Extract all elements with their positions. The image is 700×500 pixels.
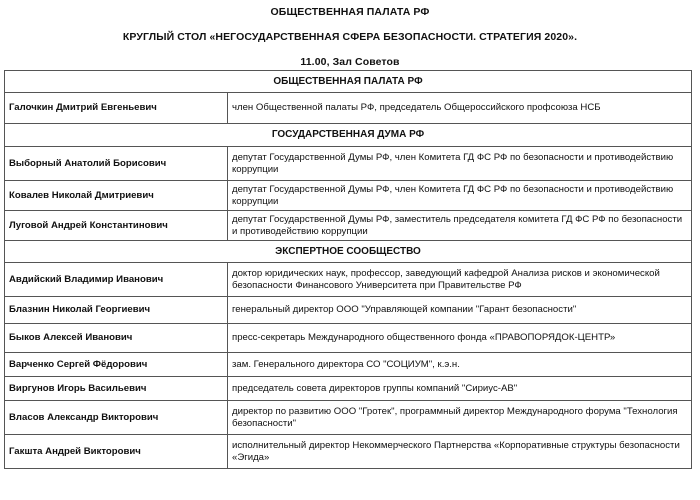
- table-row: [5, 324, 692, 353]
- section-header-row: [5, 71, 692, 93]
- participant-description: директор по развитию ООО "Гротек", программный директор Международного форума "Технология безопасности": [228, 401, 692, 435]
- section-header-row: [5, 124, 692, 147]
- participant-description: депутат Государственной Думы РФ, член Комитета ГД ФС РФ по безопасности и противодействию коррупции: [228, 181, 692, 211]
- participant-description: пресс-секретарь Международного общественного фонда «ПРАВОПОРЯДОК-ЦЕНТР»: [228, 324, 692, 353]
- participant-description: генеральный директор ООО "Управляющей компании "Гарант безопасности": [228, 297, 692, 324]
- participant-description: председатель совета директоров группы компаний "Сириус-АВ": [228, 377, 692, 401]
- participant-name: Власов Александр Викторович: [5, 401, 228, 435]
- participant-name: Быков Алексей Иванович: [5, 324, 228, 353]
- section-title: ГОСУДАРСТВЕННАЯ ДУМА РФ: [5, 124, 692, 147]
- table-row: [5, 211, 692, 241]
- participant-description: депутат Государственной Думы РФ, член Комитета ГД ФС РФ по безопасности и противодействию коррупции: [228, 147, 692, 181]
- event-title: КРУГЛЫЙ СТОЛ «НЕГОСУДАРСТВЕННАЯ СФЕРА БЕЗОПАСНОСТИ. СТРАТЕГИЯ 2020».: [122, 31, 578, 43]
- section-header-row: [5, 241, 692, 263]
- participant-name: Галочкин Дмитрий Евгеньевич: [5, 93, 228, 124]
- section-title: ОБЩЕСТВЕННАЯ ПАЛАТА РФ: [5, 71, 692, 93]
- table-row: [5, 93, 692, 124]
- participant-description: доктор юридических наук, профессор, заведующий кафедрой Анализа рисков и экономической безопасности Финансового Университета при Правительстве РФ: [228, 263, 692, 297]
- table-row: [5, 377, 692, 401]
- table-row: [5, 435, 692, 469]
- table-row: [5, 147, 692, 181]
- document-title: ОБЩЕСТВЕННАЯ ПАЛАТА РФ: [270, 6, 430, 18]
- participant-description: зам. Генерального директора СО "СОЦИУМ", к.э.н.: [228, 353, 692, 377]
- participant-name: Варченко Сергей Фёдорович: [5, 353, 228, 377]
- participant-name: Ковалев Николай Дмитриевич: [5, 181, 228, 211]
- participant-description: исполнительный директор Некоммерческого Партнерства «Корпоративные структуры безопасности «Эгида»: [228, 435, 692, 469]
- table-row: [5, 181, 692, 211]
- participant-name: Блазнин Николай Георгиевич: [5, 297, 228, 324]
- participant-description: член Общественной палаты РФ, председатель Общероссийского профсоюза НСБ: [228, 93, 692, 124]
- participant-name: Гакшта Андрей Викторович: [5, 435, 228, 469]
- table-row: [5, 353, 692, 377]
- table-row: [5, 297, 692, 324]
- table-row: [5, 263, 692, 297]
- participant-name: Авдийский Владимир Иванович: [5, 263, 228, 297]
- participant-name: Выборный Анатолий Борисович: [5, 147, 228, 181]
- participant-name: Виргунов Игорь Васильевич: [5, 377, 228, 401]
- participants-table: [4, 70, 692, 469]
- table-row: [5, 401, 692, 435]
- section-title: ЭКСПЕРТНОЕ СООБЩЕСТВО: [5, 241, 692, 263]
- participant-name: Луговой Андрей Константинович: [5, 211, 228, 241]
- participant-description: депутат Государственной Думы РФ, заместитель председателя комитета ГД ФС РФ по безопасности и противодействию коррупции: [228, 211, 692, 241]
- time-place: 11.00, Зал Советов: [300, 56, 400, 68]
